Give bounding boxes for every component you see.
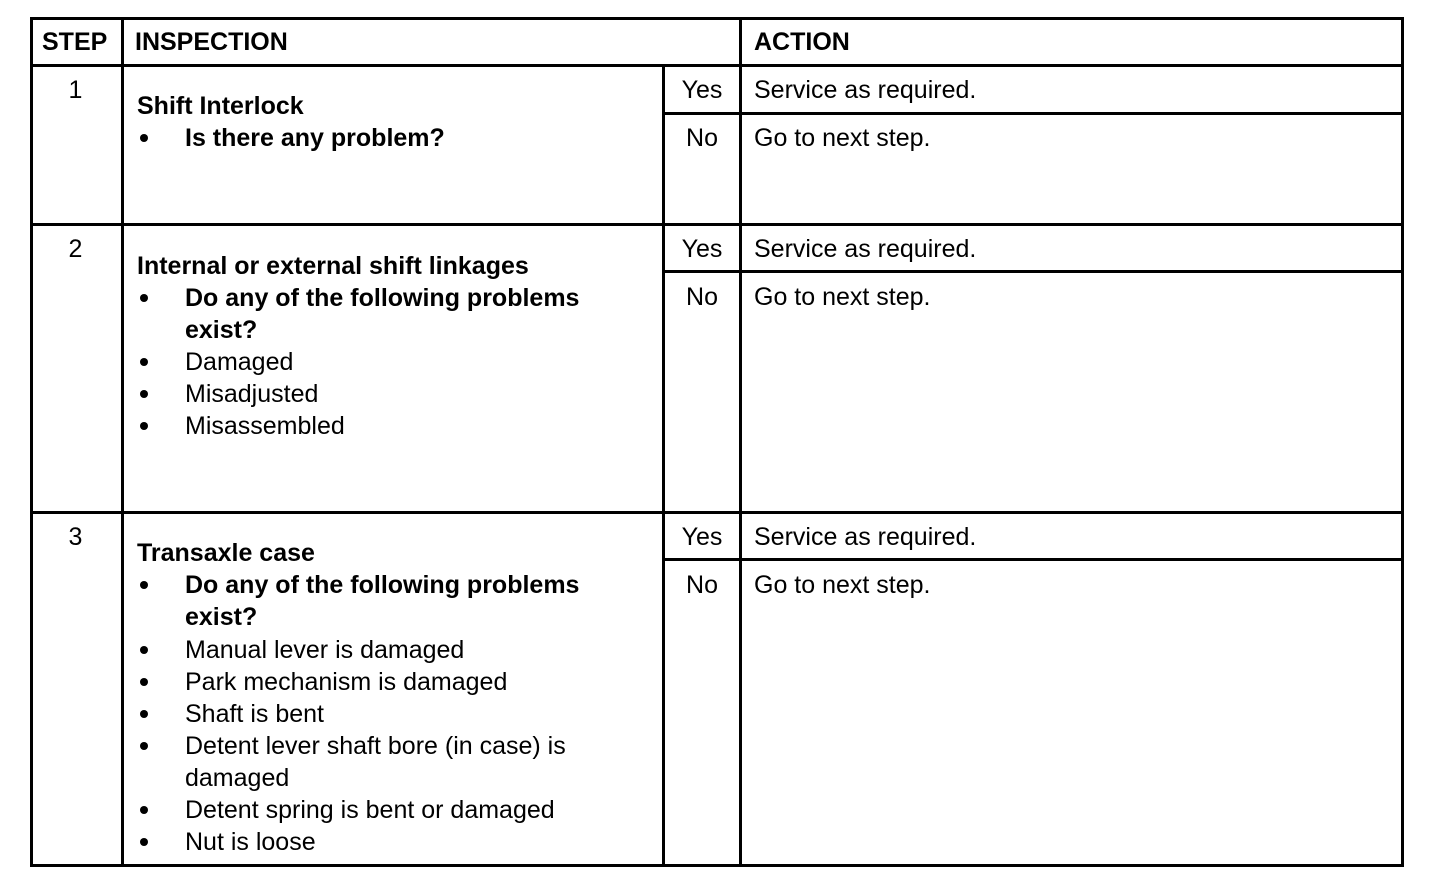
no-action: Go to next step. xyxy=(754,571,931,599)
bullet-icon xyxy=(140,710,148,718)
yes-action: Service as required. xyxy=(754,523,977,551)
col-divider-yesno xyxy=(662,66,665,867)
bullet-icon xyxy=(140,838,148,846)
inspection-item: Nut is loose xyxy=(185,828,316,856)
bullet-icon xyxy=(140,581,148,589)
bullet-icon xyxy=(140,742,148,750)
bullet-icon xyxy=(140,806,148,814)
no-label: No xyxy=(686,124,718,152)
inspection-title: Transaxle case xyxy=(137,539,315,567)
bullet-icon xyxy=(140,134,148,142)
inspection-item: Detent spring is bent or damaged xyxy=(185,796,555,824)
inspection-item: Manual lever is damaged xyxy=(185,636,465,664)
row2-yes-no-divider xyxy=(662,270,1404,273)
header-action: ACTION xyxy=(754,28,850,56)
inspection-item: Misassembled xyxy=(185,412,345,440)
header-inspection: INSPECTION xyxy=(135,28,288,56)
bullet-icon xyxy=(140,390,148,398)
bullet-icon xyxy=(140,358,148,366)
no-action: Go to next step. xyxy=(754,124,931,152)
no-label: No xyxy=(686,571,718,599)
inspection-question: Is there any problem? xyxy=(185,124,445,152)
no-label: No xyxy=(686,283,718,311)
yes-action: Service as required. xyxy=(754,235,977,263)
inspection-item: Park mechanism is damaged xyxy=(185,668,508,696)
row3-yes-no-divider xyxy=(662,558,1404,561)
inspection-item: Detent lever shaft bore (in case) is damaged xyxy=(185,732,566,792)
col-divider-action xyxy=(739,17,742,867)
bullet-icon xyxy=(140,294,148,302)
inspection-question: Do any of the following problems exist? xyxy=(185,571,580,631)
yes-label: Yes xyxy=(681,76,723,104)
bullet-icon xyxy=(140,678,148,686)
yes-action: Service as required. xyxy=(754,76,977,104)
inspection-title: Internal or external shift linkages xyxy=(137,252,529,280)
header-step: STEP xyxy=(42,28,108,56)
yes-label: Yes xyxy=(681,523,723,551)
bullet-icon xyxy=(140,422,148,430)
inspection-item: Misadjusted xyxy=(185,380,319,408)
inspection-question: Do any of the following problems exist? xyxy=(185,284,580,344)
row2-bottom-line xyxy=(30,511,1404,514)
no-action: Go to next step. xyxy=(754,283,931,311)
inspection-title: Shift Interlock xyxy=(137,92,304,120)
yes-label: Yes xyxy=(681,235,723,263)
step-number: 1 xyxy=(68,76,83,104)
header-bottom-line xyxy=(30,64,1404,67)
step-number: 2 xyxy=(68,235,83,263)
inspection-item: Damaged xyxy=(185,348,294,376)
inspection-item: Shaft is bent xyxy=(185,700,324,728)
col-divider-step xyxy=(121,17,124,867)
step-number: 3 xyxy=(68,523,83,551)
bullet-icon xyxy=(140,646,148,654)
row1-yes-no-divider xyxy=(662,112,1404,115)
row1-bottom-line xyxy=(30,223,1404,226)
